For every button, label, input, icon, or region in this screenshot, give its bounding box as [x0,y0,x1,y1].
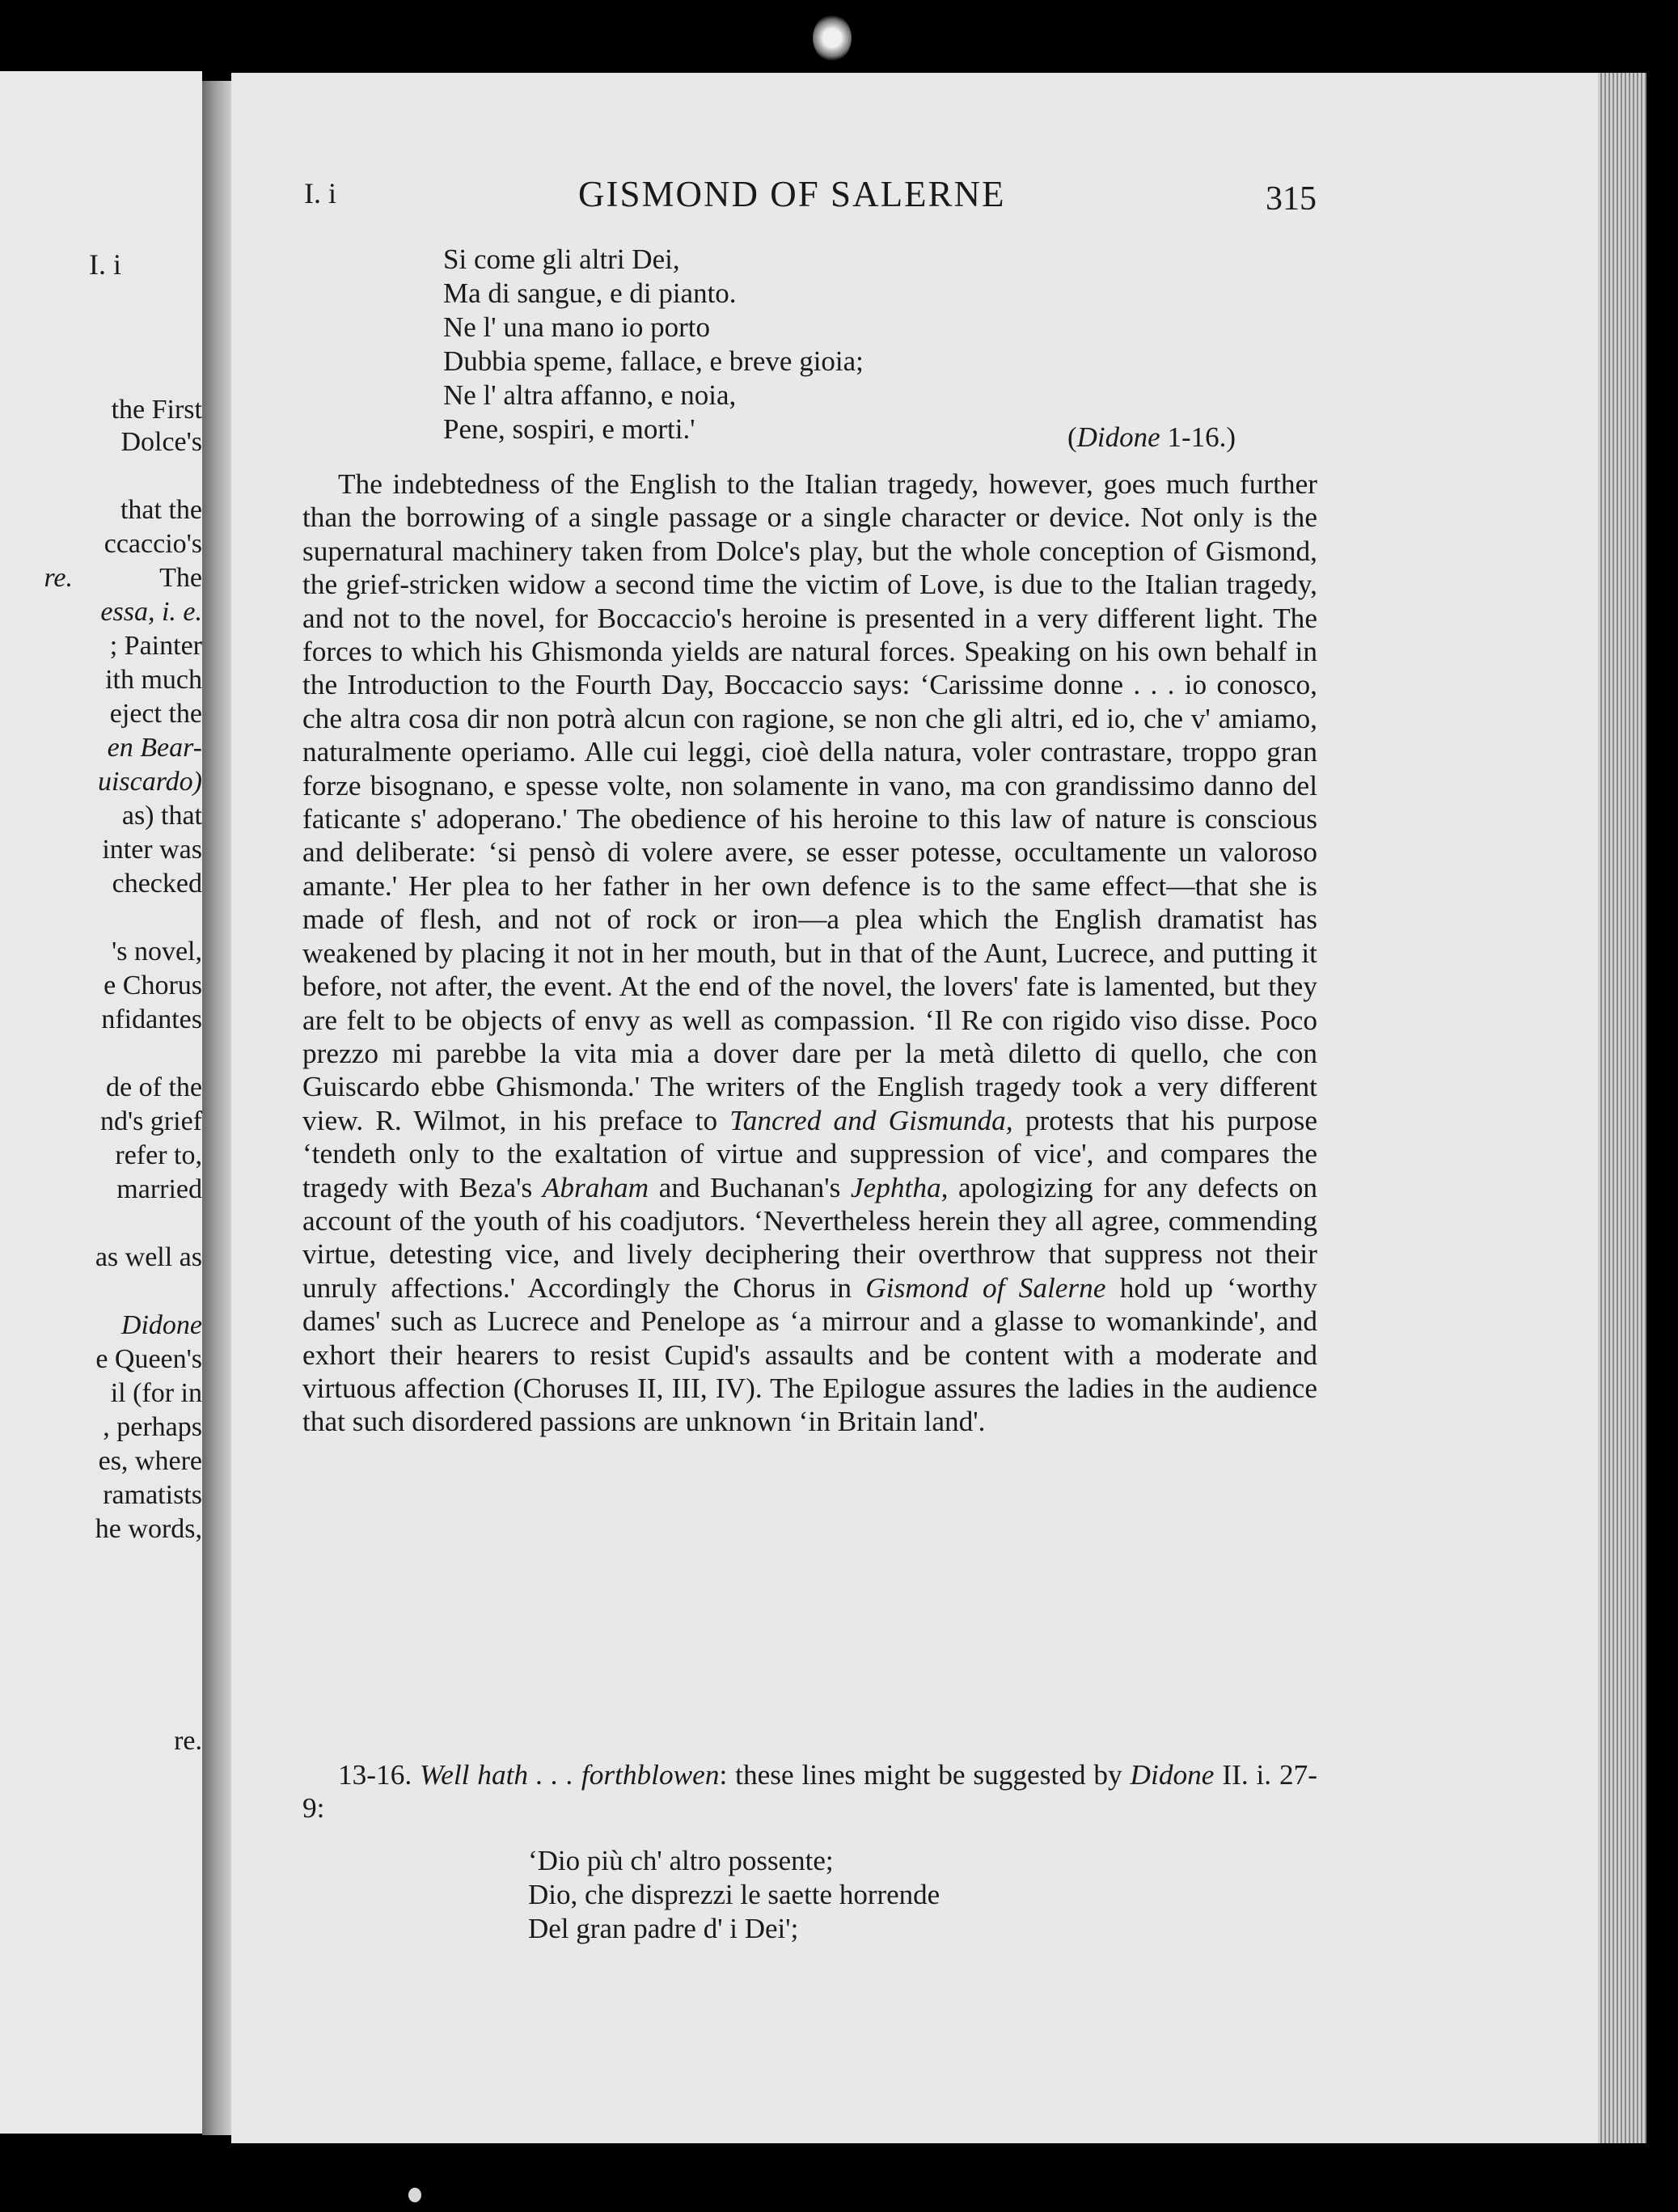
left-page-section-label: I. i [89,248,121,281]
binding-ornament [813,15,852,61]
verse-line: Ne l' una mano io porto [443,311,710,343]
left-page-fragment: the First [111,395,202,425]
quoted-verse-block [528,1844,940,1946]
citation-range: 1-16. [1167,421,1227,453]
left-page-fragment: ith much [105,665,202,695]
work-title: Jephtha, [850,1171,949,1203]
left-page-fragment: 's novel, [112,937,202,966]
left-page-fragment: il (for in [110,1378,202,1408]
left-page-fragment: Dolce's [120,427,202,457]
left-page-fragment: refer to, [115,1140,202,1170]
left-page-fragment: re. [174,1726,202,1756]
citation-title: Didone [1076,421,1160,453]
left-page-fragment: Didone [120,1310,202,1340]
left-page-fragment: as) that [121,801,202,831]
page-mark [408,2188,421,2202]
paragraph-text: apologizing for any defects on account of the youth of his coadjutors. ‘Nevertheless herein they all agree, commending virtue, detesting vice, and lively deciphering their overthrow that suppress not their unruly affections.' Accordingly the Chorus in [302,1171,1317,1304]
quote-line: Del gran padre d' i Dei'; [528,1913,799,1944]
verse-line: Pene, sospiri, e morti.' [443,413,695,445]
paragraph-text: and Buchanan's [658,1171,841,1203]
left-page-fragment: nfidantes [101,1004,202,1034]
left-page-fragment: nd's grief [99,1106,202,1136]
left-page-fragment: e Queen's [95,1344,202,1374]
left-page [0,71,202,2134]
left-page-fragment: as well as [95,1242,202,1272]
paragraph-text: protests that his purpose ‘tendeth only to the exaltation of virtue and suppression of vice', and compares the tragedy with Beza's [302,1104,1318,1203]
left-page-fragment: es, where [98,1446,202,1476]
left-page-fragment: inter was [102,835,202,865]
paragraph-text: hold up ‘worthy dames' such as Lucrece and Penelope as ‘a mirrour and a glasse to womankinde', and exhort their hearers to resist Cupid's assaults and be content with a moderate and virtuous affection (Choruses II, III, IV). The Epilogue assures the ladies in the audience that such disordered passions are unknown ‘in Britain land'. [302,1271,1317,1438]
left-page-fragment: uiscardo) [97,767,202,797]
left-page-fragment: checked [112,869,202,899]
note-lemma: Well hath . . . forthblowen [420,1759,720,1791]
verse-line: Ma di sangue, e di pianto. [443,277,737,309]
left-page-fragment: ramatists [103,1480,202,1510]
note-source-ref: II. i. 27-9: [302,1759,1318,1825]
verse-line: Si come gli altri Dei, [443,243,680,275]
left-page-fragment: married [116,1174,202,1204]
verse-line: Dubbia speme, fallace, e breve gioia; [443,345,864,377]
left-page-fragment: ccaccio's [104,529,202,559]
left-page-fragment: re. [44,563,73,593]
left-page-fragment: e Chorus [104,971,202,1000]
work-title: Gismond of Salerne [865,1271,1106,1304]
left-page-fragment: ; Painter [109,631,202,661]
verse-line: Ne l' altra affanno, e noia, [443,379,737,411]
quote-line: Dio, che disprezzi le saette horrende [528,1879,940,1910]
note-text: : these lines might be suggested by [719,1759,1122,1791]
main-paragraph [302,467,1317,1439]
work-title: Tancred and Gismunda, [729,1104,1013,1136]
page-number: 315 [1266,180,1317,218]
left-page-fragment: The [159,563,202,593]
italian-verse-block [443,243,864,446]
note-line-ref: 13-16. [338,1759,412,1791]
paragraph-text: The indebtedness of the English to the Italian tragedy, however, goes much further than the borrowing of a single passage or a single character or device. Not only is the supernatural machinery taken from Dolce's play, but the whole conception of Gismond, the grief-stricken widow a second time the victim of Love, is due to the Italian tragedy, and not to the novel, for Boccaccio's heroine is presented in a very different light. The forces to which his Ghismonda yields are natural forces. Speaking on his own behalf in the Introduction to the Fourth Day, Boccaccio says: ‘Carissime donne . . . io conosco, che altra cosa dir non potrà alcun con ragione, se non che gli altri, ed io, che v' amiamo, naturalmente operiamo. Alle cui leggi, cioè della natura, voler contrastare, troppo gran forze bisognano, e spesse volte, non solamente in vano, ma con grandissimo danno del faticante s' adoperano.' The obedience of his heroine to this law of nature is conscious and deliberate: ‘si pensò di volere avere, se esser potesse, occultamente un valoroso amante.' Her plea to her father in her own defence is to the same effect—that she is made of flesh, and not of rock or iron—a plea which the English dramatist has weakened by placing it not in her mouth, but in that of the Aunt, Lucrece, and putting it before, not after, the event. At the end of the novel, the lovers' fate is lamented, but they are felt to be objects of envy as well as compassion. ‘Il Re con rigido viso disse. Poco prezzo mi parebbe la vita mia a dover dare per la metà diletto di quello, che con Guiscardo ebbe Ghismonda.' The writers of the English tragedy took a very different view. R. Wilmot, in his preface to [302,468,1317,1136]
running-title: GISMOND OF SALERNE [578,174,1006,214]
left-page-fragment: essa, i. e. [100,597,202,627]
book-gutter [202,81,231,2135]
work-title: Abraham [542,1171,649,1203]
verse-citation: (Didone 1-16.) [1067,421,1236,453]
note-paragraph [302,1758,1317,1825]
left-page-fragment: eject the [109,699,202,729]
left-page-fragment: en Bear- [107,733,202,763]
section-label: I. i [304,177,336,209]
left-page-fragment: de of the [106,1072,202,1102]
left-page-fragment: he words, [95,1514,202,1544]
left-page-fragment: , perhaps [103,1412,202,1442]
page-edges [1598,73,1646,2143]
quote-line: ‘Dio più ch' altro possente; [528,1845,834,1876]
left-page-fragment: that the [120,495,202,525]
note-source-title: Didone [1130,1759,1215,1791]
